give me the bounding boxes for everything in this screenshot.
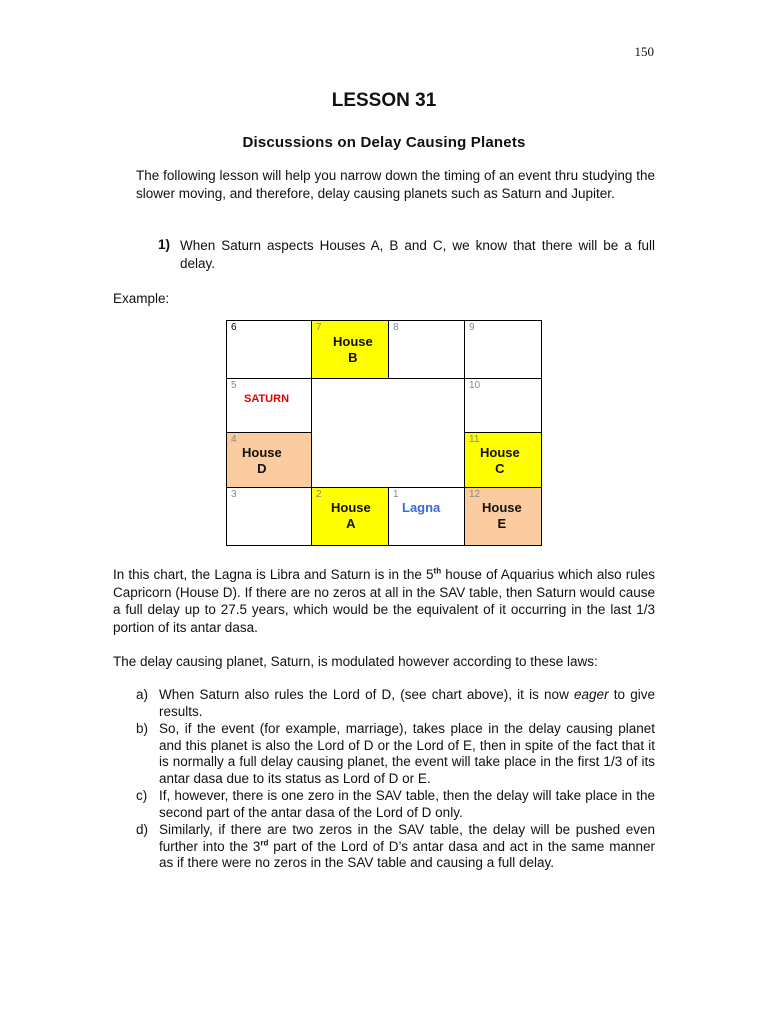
chart-cell-8: [388, 320, 465, 379]
house-label-line: House: [331, 500, 371, 515]
point-number: 1): [158, 237, 171, 252]
chart-cell-9: [464, 320, 542, 379]
house-e-label: [482, 500, 522, 532]
saturn-label: SATURN: [244, 393, 290, 405]
chart-cell-1: [388, 487, 465, 546]
house-label-letter: A: [346, 516, 356, 531]
house-number: 1: [393, 489, 399, 500]
house-number: 12: [469, 489, 481, 500]
house-d-label: [242, 445, 282, 477]
house-number: 9: [469, 322, 475, 333]
point-1: [158, 237, 655, 272]
text-run: house of Aquarius which also rules Capricorn (House D). If there are no zeros at all in the SAV table, then Saturn would cause a full delay up to 27.5 years, which would be the equivalent of it occurring in the last 1/3 portion of its antar dasa.: [113, 567, 656, 635]
house-number: 5: [231, 380, 237, 391]
house-number: 3: [231, 489, 237, 500]
list-marker: a): [136, 687, 149, 702]
house-label-letter: C: [495, 461, 505, 476]
house-label-line: House: [482, 500, 522, 515]
text-run: part of the Lord of D’s antar dasa and act in the same manner as if there were no zeros in the SAV table and causing a full delay.: [159, 838, 655, 870]
chart-explanation-paragraph: [113, 566, 655, 636]
point-1-text: When Saturn aspects Houses A, B and C, we know that there will be a full delay.: [180, 238, 655, 271]
house-number: 2: [316, 489, 322, 500]
house-number: 8: [393, 322, 399, 333]
chart-cell-10: [464, 378, 542, 433]
house-label-letter: E: [497, 516, 507, 531]
house-label-line: House: [480, 445, 520, 460]
house-label-letter: B: [348, 350, 358, 365]
chart-cell-4: [226, 432, 312, 488]
emphasis: eager: [574, 687, 609, 702]
list-marker: d): [136, 822, 149, 837]
laws-list: [136, 687, 655, 873]
example-label: Example:: [113, 291, 170, 306]
text-run: So, if the event (for example, marriage), takes place in the delay causing planet and this planet is also the Lord of D or the Lord of E, then in spite of the fact that it is normally a full delay causing planet, the event will take place in the first 1/3 of its antar dasa due to its status as Lord of D or E.: [159, 721, 655, 786]
list-item: [136, 822, 655, 872]
list-item: [136, 687, 655, 720]
text-run: to give results.: [159, 687, 655, 719]
page-number: 150: [634, 44, 654, 59]
intro-paragraph: The following lesson will help you narrow down the timing of an event thru studying the slower moving, and therefore, delay causing planets such as Saturn and Jupiter.: [136, 168, 655, 201]
house-number: 4: [231, 434, 237, 445]
lesson-subtitle: Discussions on Delay Causing Planets: [242, 134, 526, 151]
superscript: th: [433, 566, 442, 576]
list-marker: b): [136, 721, 149, 736]
house-number: 11: [469, 434, 480, 445]
birth-chart: [226, 320, 542, 546]
house-label-line: House: [333, 334, 373, 349]
house-label-line: House: [242, 445, 282, 460]
house-c-label: [480, 445, 520, 477]
superscript: rd: [260, 838, 269, 847]
chart-cell-11: [464, 432, 542, 488]
lagna-label: Lagna: [402, 500, 441, 515]
chart-cell-6: [226, 320, 312, 379]
house-number: 6: [231, 322, 237, 333]
house-number: 10: [469, 380, 481, 391]
text-run: When Saturn also rules the Lord of D, (see chart above), it is now: [159, 687, 575, 702]
chart-cell-5: [226, 378, 312, 433]
house-label-letter: D: [257, 461, 267, 476]
chart-cell-12: [464, 487, 542, 546]
house-b-label: [333, 334, 373, 366]
text-run: In this chart, the Lagna is Libra and Saturn is in the 5: [113, 567, 434, 582]
house-a-label: [331, 500, 371, 532]
text-run: Similarly, if there are two zeros in the SAV table, the delay will be pushed even further into the 3: [159, 822, 655, 854]
chart-cell-3: [226, 487, 312, 546]
lesson-title: LESSON 31: [331, 90, 437, 111]
list-item: [136, 788, 655, 821]
list-item: [136, 721, 655, 787]
text-run: If, however, there is one zero in the SAV table, then the delay will take place in the second part of the antar dasa of the Lord of D only.: [159, 788, 655, 820]
list-marker: c): [136, 788, 148, 803]
chart-cell-7: [311, 320, 389, 379]
laws-intro-paragraph: The delay causing planet, Saturn, is modulated however according to these laws:: [113, 654, 598, 669]
house-number: 7: [316, 322, 322, 333]
chart-cell-2: [311, 487, 389, 546]
